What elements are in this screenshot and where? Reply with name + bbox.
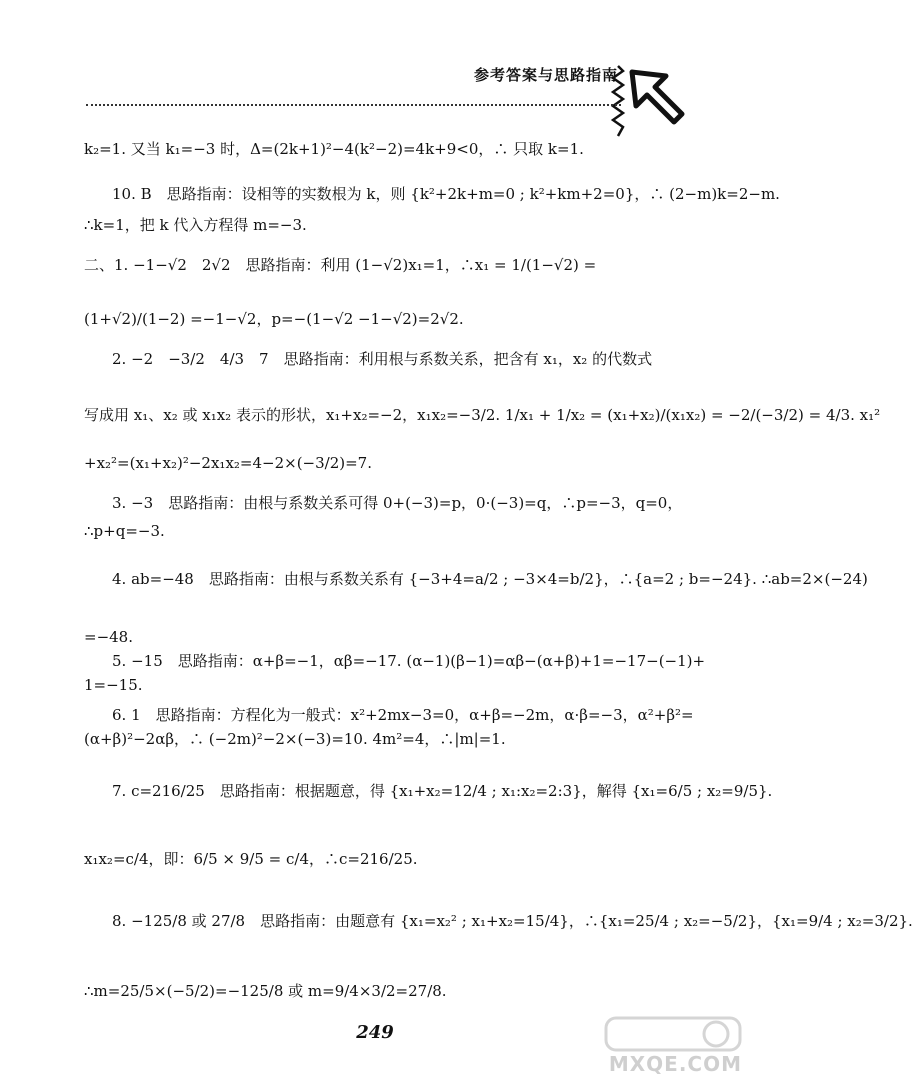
text-line: 10. B 思路指南：设相等的实数根为 k，则 {k²+2k+m=0 ; k²+km+2=0}，∴ (2−m)k=2−m.	[112, 185, 780, 203]
page-number: 249	[356, 1022, 394, 1043]
header-dotted-rule	[86, 104, 621, 106]
text-line: +x₂²=(x₁+x₂)²−2x₁x₂=4−2×(−3/2)=7.	[84, 454, 372, 472]
header-title: 参考答案与思路指南	[473, 66, 618, 84]
text-line: 二、1. −1−√2 2√2 思路指南：利用 (1−√2)x₁=1，∴x₁ = 1/(1−√2) =	[84, 256, 597, 274]
text-line: =−48.	[84, 628, 133, 646]
text-line: (α+β)²−2αβ，∴ (−2m)²−2×(−3)=10. 4m²=4，∴|m|=1.	[84, 730, 506, 748]
text-line: 7. c=216/25 思路指南：根据题意，得 {x₁+x₂=12/4 ; x₁:x₂=2:3}，解得 {x₁=6/5 ; x₂=9/5}.	[112, 782, 773, 800]
text-line: ∴m=25/5×(−5/2)=−125/8 或 m=9/4×3/2=27/8.	[84, 982, 447, 1000]
text-line: ∴p+q=−3.	[84, 522, 165, 540]
up-left-arrow-icon	[628, 68, 686, 126]
text-line: ∴k=1，把 k 代入方程得 m=−3.	[84, 216, 307, 234]
text-line: 8. −125/8 或 27/8 思路指南：由题意有 {x₁=x₂² ; x₁+x₂=15/4}，∴{x₁=25/4 ; x₂=−5/2}，{x₁=9/4 ; x₂=3/2}.	[112, 912, 913, 930]
watermark-text: MXQE.COM	[608, 1052, 742, 1076]
text-line: 6. 1 思路指南：方程化为一般式：x²+2mx−3=0，α+β=−2m，α·β=−3，α²+β²=	[112, 706, 694, 724]
watermark-logo-icon	[604, 1016, 742, 1052]
text-line: k₂=1. 又当 k₁=−3 时，Δ=(2k+1)²−4(k²−2)=4k+9<0，∴ 只取 k=1.	[84, 140, 584, 158]
text-line: 5. −15 思路指南：α+β=−1，αβ=−17. (α−1)(β−1)=αβ−(α+β)+1=−17−(−1)+	[112, 652, 706, 670]
zigzag-divider-icon	[611, 66, 625, 136]
text-line: 4. ab=−48 思路指南：由根与系数关系有 {−3+4=a/2 ; −3×4=b/2}，∴{a=2 ; b=−24}. ∴ab=2×(−24)	[112, 570, 868, 588]
text-line: (1+√2)/(1−2) =−1−√2，p=−(1−√2 −1−√2)=2√2.	[84, 310, 464, 328]
site-watermark	[598, 1016, 748, 1078]
text-line: 写成用 x₁、x₂ 或 x₁x₂ 表示的形状，x₁+x₂=−2，x₁x₂=−3/2. 1/x₁ + 1/x₂ = (x₁+x₂)/(x₁x₂) = −2/(−3/2) = 4/3. x₁²	[84, 406, 881, 424]
text-line: 3. −3 思路指南：由根与系数关系可得 0+(−3)=p，0·(−3)=q，∴p=−3，q=0，	[112, 494, 683, 512]
text-line: 1=−15.	[84, 676, 143, 694]
text-line: 2. −2 −3/2 4/3 7 思路指南：利用根与系数关系，把含有 x₁，x₂ 的代数式	[112, 350, 653, 368]
text-line: x₁x₂=c/4，即：6/5 × 9/5 = c/4，∴c=216/25.	[84, 850, 418, 868]
